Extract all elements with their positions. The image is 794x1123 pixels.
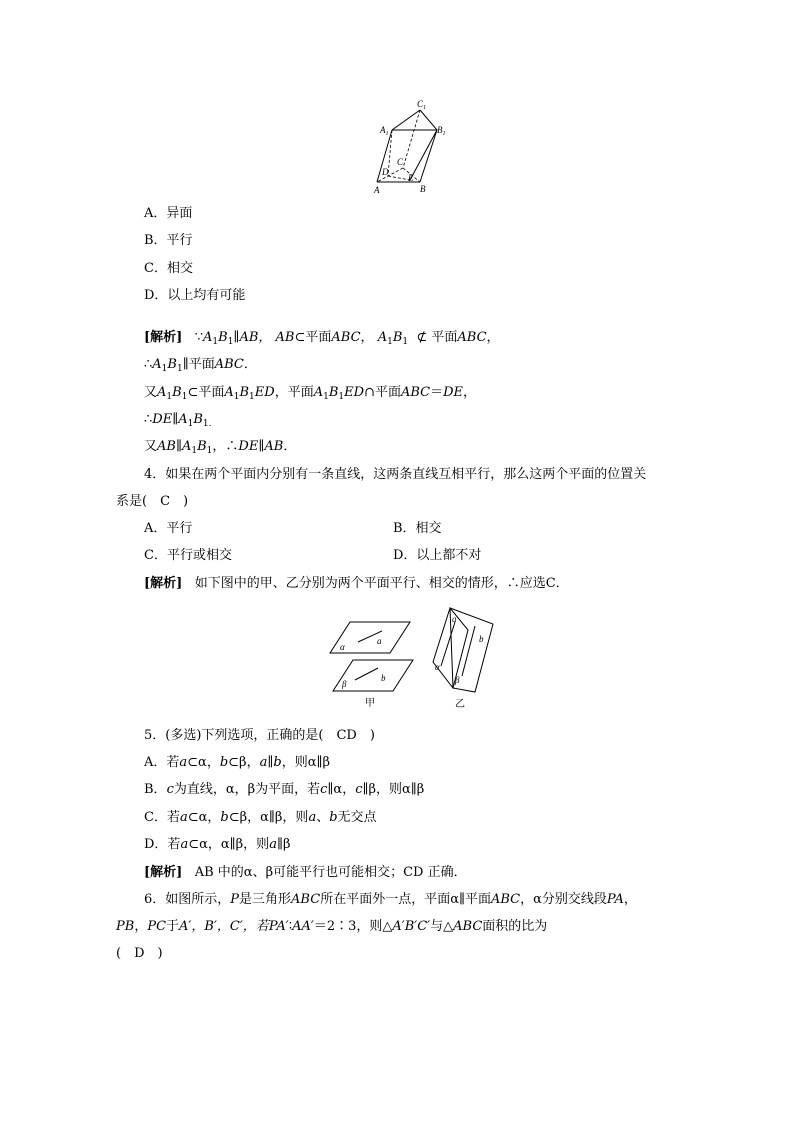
q4-analysis: [解析] 如下图中的甲、乙分别为两个平面平行、相交的情形，∴应选C．	[144, 576, 569, 591]
label-beta-intersect: β	[455, 675, 460, 685]
q3-analysis-line-5: 又$AB\parallel A_1B_1$，∴DE∥AB．	[144, 439, 297, 456]
label-b: B	[420, 184, 426, 194]
q4-stem-line-1: 4．如果在两个平面内分别有一条直线，这两条直线互相平行，那么这两个平面的位置关	[144, 467, 647, 482]
q6-stem-line-1: 6．如图所示，P是三角形ABC所在平面外一点，平面α∥平面ABC，α分别交线段PA，	[144, 892, 637, 907]
label-c: C	[397, 157, 404, 167]
q5-option-c: C．若a⊂α，b⊂β，α∥β，则a、b无交点	[144, 810, 377, 825]
label-a1: $A_1$	[380, 125, 389, 137]
q4-option-a: A．平行	[144, 521, 193, 536]
q5-analysis: [解析] AB 中的α、β可能平行也可能相交；CD 正确．	[144, 865, 467, 880]
label-b-intersect: b	[479, 634, 484, 644]
q3-option-b: B．平行	[144, 233, 193, 248]
label-alpha-intersect: α	[435, 662, 440, 672]
label-d: D	[382, 167, 389, 177]
q4-option-c: C．平行或相交	[144, 548, 232, 563]
q3-analysis-line-1: [解析] $\because A_1B_1\parallel AB$， AB⊂平面ABC， $A_1B_1$ ⊄ 平面ABC，	[144, 330, 500, 347]
label-c1: $C_1$	[417, 99, 427, 111]
q4-stem-line-2: 系是( C )	[116, 494, 189, 509]
line-b-parallel	[355, 668, 378, 680]
label-b-parallel: b	[381, 673, 386, 683]
analysis-tag: [解析]	[144, 576, 183, 591]
q6-stem-line-2: PB，PC于A′，B′，C′，若PA′∶AA′＝2∶3，则△A′B′C′与△ABC面积的比为	[116, 919, 548, 934]
q6-stem-line-3: ( D )	[116, 946, 163, 961]
q4-option-d: D．以上都不对	[393, 548, 482, 563]
q3-analysis-line-3: 又$A_1B_1\subset$平面$A_1B_1ED$，平面$A_1B_1ED\cap$平面ABC＝DE，	[144, 385, 477, 402]
label-a-parallel: a	[377, 636, 382, 646]
q3-analysis-line-2: $\therefore A_1B_1\parallel$平面ABC．	[144, 357, 257, 374]
label-beta-parallel: β	[342, 679, 347, 689]
q4-option-b: B．相交	[393, 521, 442, 536]
label-a: A	[374, 185, 380, 195]
line-b-intersect	[462, 626, 475, 676]
q5-option-d: D．若a⊂α，α∥β，则a∥β	[144, 837, 291, 852]
q5-option-a: A．若a⊂α，b⊂β，a∥b，则α∥β	[144, 755, 330, 770]
label-e: E	[408, 173, 414, 183]
q3-analysis-line-4: $\therefore DE\parallel A_1B_{1.}$	[144, 412, 212, 429]
label-jia: 甲	[365, 698, 375, 709]
label-a-intersect: a	[452, 614, 457, 624]
label-yi: 乙	[455, 699, 465, 710]
q5-option-b: B．c为直线，α，β为平面，若c∥α，c∥β，则α∥β	[144, 782, 425, 797]
label-alpha-parallel: α	[340, 642, 345, 652]
q3-option-c: C．相交	[144, 261, 193, 276]
q3-option-d: D．以上均有可能	[144, 288, 246, 303]
analysis-tag: [解析]	[144, 330, 183, 345]
label-b1: $B_1$	[437, 125, 446, 137]
q5-stem: 5．(多选)下列选项，正确的是( CD )	[144, 728, 375, 743]
q3-option-a: A．异面	[144, 206, 193, 221]
analysis-tag: [解析]	[144, 865, 183, 880]
